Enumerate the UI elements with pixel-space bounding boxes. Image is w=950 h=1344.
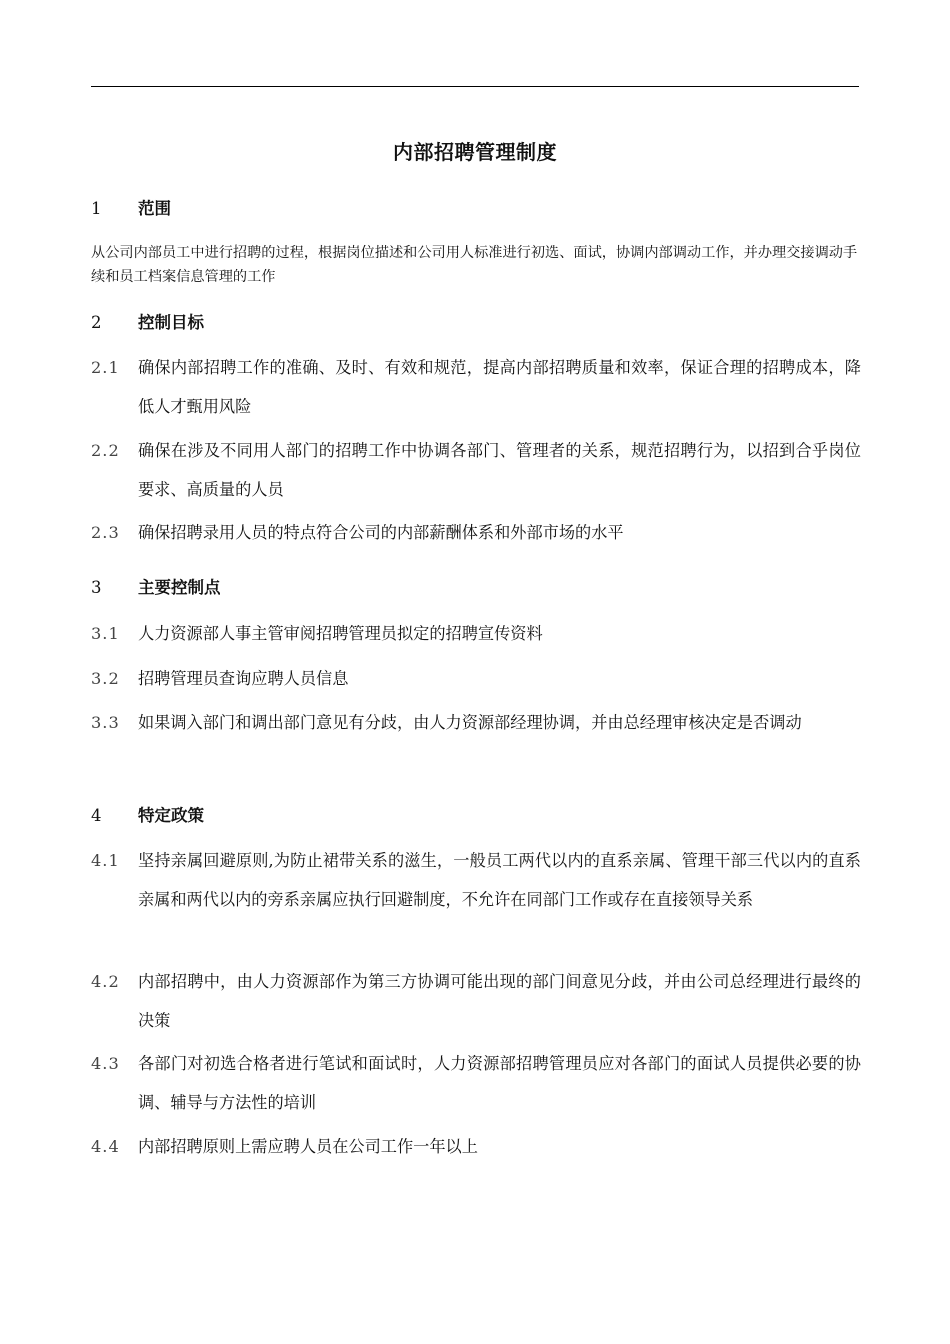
item-text: 各部门对初选合格者进行笔试和面试时，人力资源部招聘管理员应对各部门的面试人员提供必要的协调、辅导与方法性的培训 [138, 1054, 861, 1112]
list-item [91, 513, 861, 552]
item-number: 3.3 [91, 713, 120, 732]
section-paragraph: 从公司内部员工中进行招聘的过程，根据岗位描述和公司用人标准进行初选、面试，协调内部调动工作，并办理交接调动手续和员工档案信息管理的工作 [91, 245, 858, 285]
section-title: 主要控制点 [138, 578, 221, 597]
list-item [91, 841, 861, 919]
item-number: 2.1 [91, 358, 120, 377]
item-number: 4.4 [91, 1137, 120, 1156]
list-item [91, 614, 861, 653]
list-item [91, 1044, 861, 1122]
item-number: 3.2 [91, 669, 120, 688]
section-heading [91, 576, 221, 600]
section-title: 范围 [138, 199, 171, 218]
section-number: 1 [91, 199, 102, 218]
list-item [91, 659, 861, 698]
item-text: 如果调入部门和调出部门意见有分歧，由人力资源部经理协调，并由总经理审核决定是否调动 [138, 713, 802, 732]
item-text: 内部招聘中，由人力资源部作为第三方协调可能出现的部门间意见分歧，并由公司总经理进行最终的决策 [138, 972, 861, 1030]
section-heading [91, 311, 204, 335]
header-rule [91, 86, 859, 87]
item-text: 招聘管理员查询应聘人员信息 [138, 669, 349, 688]
section-heading [91, 804, 204, 828]
section-heading [91, 197, 171, 221]
item-number: 4.2 [91, 972, 120, 991]
section-number: 3 [91, 578, 102, 597]
item-text: 确保内部招聘工作的准确、及时、有效和规范，提高内部招聘质量和效率，保证合理的招聘成本，降低人才甄用风险 [138, 358, 861, 416]
list-item [91, 348, 861, 426]
section-title: 控制目标 [138, 313, 204, 332]
list-item [91, 962, 861, 1040]
list-item [91, 431, 861, 509]
section-title: 特定政策 [138, 806, 204, 825]
item-text: 确保在涉及不同用人部门的招聘工作中协调各部门、管理者的关系，规范招聘行为，以招到合乎岗位要求、高质量的人员 [138, 441, 861, 499]
list-item [91, 1127, 861, 1166]
item-number: 2.2 [91, 441, 120, 460]
document-title: 内部招聘管理制度 [393, 140, 557, 164]
item-number: 2.3 [91, 523, 120, 542]
item-text: 内部招聘原则上需应聘人员在公司工作一年以上 [138, 1137, 478, 1156]
item-text: 确保招聘录用人员的特点符合公司的内部薪酬体系和外部市场的水平 [138, 523, 624, 542]
section-number: 2 [91, 313, 102, 332]
section-number: 4 [91, 806, 102, 825]
list-item [91, 703, 861, 742]
item-text: 人力资源部人事主管审阅招聘管理员拟定的招聘宣传资料 [138, 624, 543, 643]
item-number: 4.1 [91, 851, 120, 870]
item-number: 4.3 [91, 1054, 120, 1073]
item-text: 坚持亲属回避原则,为防止裙带关系的滋生，一般员工两代以内的直系亲属、管理干部三代以内的直系亲属和两代以内的旁系亲属应执行回避制度，不允许在同部门工作或存在直接领导关系 [138, 851, 861, 909]
item-number: 3.1 [91, 624, 120, 643]
